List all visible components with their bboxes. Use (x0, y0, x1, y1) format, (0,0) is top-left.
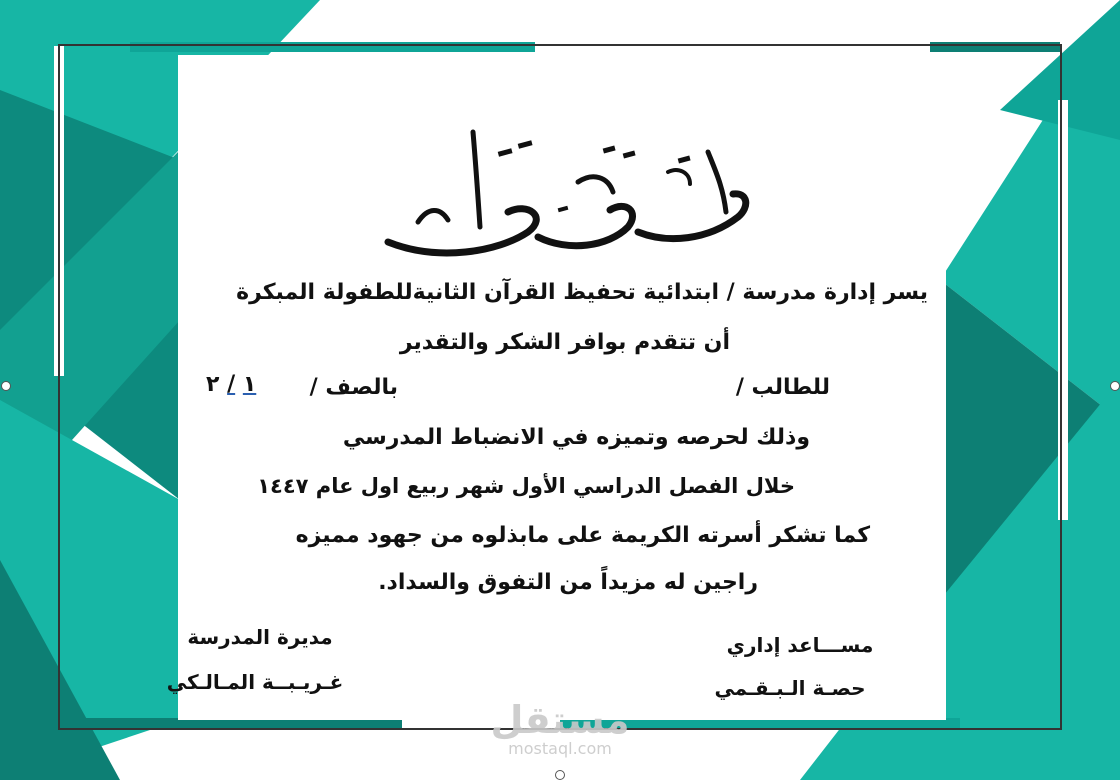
principal-title: مديرة المدرسة (187, 625, 333, 649)
intro-line: يسر إدارة مدرسة / ابتدائية تحفيظ القرآن الثانيةللطفولة المبكرة (236, 280, 928, 305)
class-section: ١ (242, 372, 257, 397)
thanks-line: أن تتقدم بوافر الشكر والتقدير (399, 330, 730, 355)
resize-handle-bottom[interactable] (555, 770, 565, 780)
resize-handle-right[interactable] (1110, 381, 1120, 391)
class-label: بالصف / (309, 375, 398, 400)
class-value (206, 372, 256, 397)
calligraphy-heading-logo (378, 112, 768, 262)
hope-line: راجين له مزيداً من التفوق والسداد. (378, 570, 758, 595)
family-line: كما تشكر أسرته الكريمة على مابذلوه من جهود مميزه (295, 523, 870, 548)
student-label: للطالب / (735, 375, 830, 400)
class-grade: ٢ (206, 372, 220, 397)
principal-name: غـريـبــة المـالـكي (166, 670, 344, 694)
resize-handle-left[interactable] (1, 381, 11, 391)
watermark (490, 700, 630, 758)
term-line: خلال الفصل الدراسي الأول شهر ربيع اول عام ١٤٤٧ (257, 474, 795, 498)
class-separator: / (227, 372, 236, 397)
assistant-name: حصـة الـبـقـمي (714, 676, 866, 700)
assistant-title: مســـاعد إداري (726, 633, 874, 657)
watermark-url: mostaql.com (508, 739, 612, 758)
watermark-logo: مستقل (490, 698, 630, 742)
reason-line: وذلك لحرصه وتميزه في الانضباط المدرسي (342, 425, 810, 450)
